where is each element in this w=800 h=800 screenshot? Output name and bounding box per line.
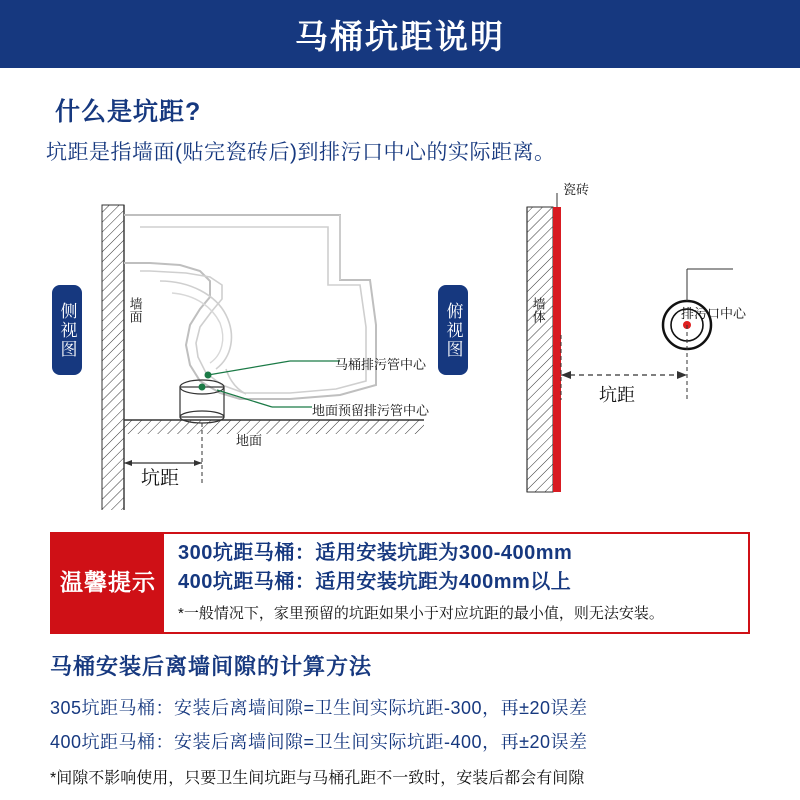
tip-content [178, 539, 743, 623]
ground-label: 地面 [236, 433, 263, 448]
section-question-title: 什么是坑距? [55, 98, 202, 126]
calc-row-305: 305坑距马桶：安装后离墙间隙=卫生间实际坑距-300，再±20误差 [50, 698, 588, 718]
tip-box [50, 532, 750, 634]
side-view-svg [40, 185, 470, 510]
calc-row-400: 400坑距马桶：安装后离墙间隙=卫生间实际坑距-400，再±20误差 [50, 732, 588, 752]
calc-note: *间隙不影响使用，只要卫生间坑距与马桶孔距不一致时，安装后都会有间隙 [50, 770, 585, 787]
calc-section-title: 马桶安装后离墙间隙的计算方法 [50, 654, 373, 679]
section-question-description: 坑距是指墙面(贴完瓷砖后)到排污口中心的实际距离。 [46, 141, 556, 164]
tip-line-400: 400坑距马桶：适用安装坑距为400mm以上 [178, 571, 572, 593]
toilet-drain-center-label: 马桶排污管中心 [335, 357, 427, 372]
wall-label: 墙面 [127, 297, 143, 323]
tip-line-300: 300坑距马桶：适用安装坑距为300-400mm [178, 542, 573, 564]
page-title: 马桶坑距说明 [295, 17, 505, 55]
side-view-diagram [40, 185, 470, 510]
pit-distance-label-right: 坑距 [599, 385, 635, 405]
wall-body-label: 墙体 [530, 297, 546, 323]
page-header [0, 0, 800, 68]
floor-reserved-drain-center-label: 地面预留排污管中心 [312, 403, 430, 418]
pit-distance-label-left: 坑距 [141, 468, 180, 489]
tile-label: 瓷砖 [563, 182, 590, 197]
tip-badge: 温馨提示 [52, 534, 164, 632]
drain-center-label: 排污口中心 [681, 306, 747, 321]
side-view-label: 侧视图 [52, 285, 82, 375]
top-view-svg [495, 185, 760, 510]
top-view-label: 俯视图 [438, 285, 468, 375]
top-view-diagram [443, 182, 760, 510]
diagram-area [40, 182, 760, 510]
tip-note: *一般情况下，家里预留的坑距如果小于对应坑距的最小值，则无法安装。 [178, 605, 664, 622]
